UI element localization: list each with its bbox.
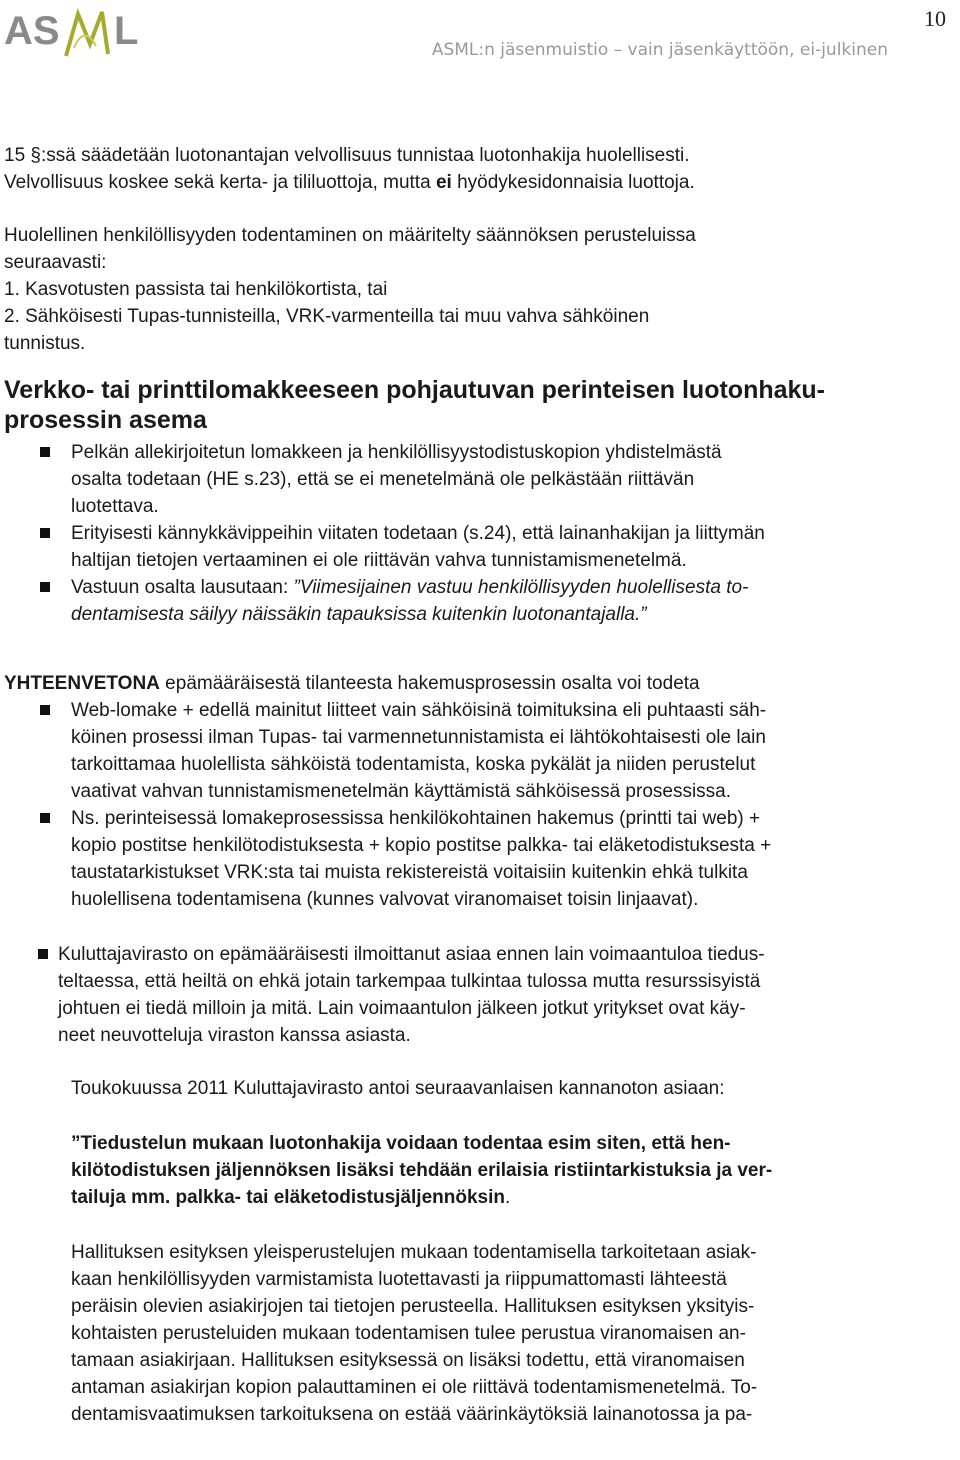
bullet-text: köinen prosessi ilman Tupas- tai varmennetunnistamista ei lähtökohtaisesti ole lain: [71, 727, 766, 748]
bullet-text: Pelkän allekirjoitetun lomakkeen ja henkilöllisyystodistuskopion yhdistelmästä: [71, 442, 722, 463]
bullet-text: Erityisesti kännykkävippeihin viitaten todetaan (s.24), että lainanhakijan ja liittymän: [71, 523, 765, 544]
quote-block: [4, 1130, 952, 1211]
svg-text:AS: AS: [4, 9, 60, 53]
body-line: seuraavasti:: [4, 252, 107, 273]
bold-word: YHTEENVETONA: [4, 673, 160, 694]
text-run: hyödykesidonnaisia luottoja.: [451, 172, 695, 193]
square-bullet-icon: [40, 447, 50, 457]
bullet-text: haltijan tietojen vertaaminen ei ole riittävän vahva tunnistamismenetelmä.: [71, 550, 687, 571]
bullet-text: osalta todetaan (HE s.23), että se ei menetelmänä ole pelkästään riittävän: [71, 469, 695, 490]
body-line: [4, 169, 952, 196]
square-bullet-icon: [40, 705, 50, 715]
text-run: Velvollisuus koskee sekä kerta- ja tililuottoja, mutta: [4, 172, 436, 193]
body-line: Huolellinen henkilöllisyyden todentaminen on määritelty säännöksen perusteluissa: [4, 225, 696, 246]
body-line: antaman asiakirjan kopion palauttaminen ei ole riittävä todentamismenetelmä. To-: [71, 1377, 758, 1398]
summary-lead: [4, 670, 952, 697]
bullet-list: [4, 439, 952, 628]
bullet-text: johtuen ei tiedä milloin ja mitä. Lain voimaantulon jälkeen jotkut yritykset ovat käy-: [58, 998, 746, 1019]
bullet-text: Ns. perinteisessä lomakeprosessissa henkilökohtainen hakemus (printti tai web) +: [71, 808, 761, 829]
bullet-item: [4, 697, 952, 805]
list-item-1: 1. Kasvotusten passista tai henkilökortista, tai: [4, 279, 388, 300]
quote-line: kilötodistuksen jäljennöksen lisäksi tehdään erilaisia ristiintarkistuksia ja ver-: [71, 1160, 773, 1181]
bold-word: ei: [435, 172, 452, 193]
asml-logo: [4, 4, 164, 60]
bullet-item: [4, 520, 952, 574]
page-number: 10: [924, 6, 946, 31]
document-body: [4, 142, 952, 1428]
bullet-text: tarkoittamaa huolellista sähköistä todentamista, koska pykälät ja niiden perustelut: [71, 754, 756, 775]
italic-quote: dentamisesta säilyy näissäkin tapauksissa kuitenkin luotonantajalla.”: [71, 604, 647, 625]
document-subtitle: ASML:n jäsenmuistio – vain jäsenkäyttöön, ei-julkinen: [431, 40, 888, 60]
body-line: 15 §:ssä säädetään luotonantajan velvollisuus tunnistaa luotonhakija huolellisesti.: [4, 145, 690, 166]
svg-text:L: L: [114, 9, 139, 53]
text-run: Vastuun osalta lausutaan:: [71, 577, 294, 598]
section-heading: Verkko- tai printtilomakkeeseen pohjautuvan perinteisen luotonhaku-: [4, 376, 826, 404]
bullet-list: [4, 697, 952, 913]
bold-text: tailuja mm. palkka- tai eläketodistusjäljennöksin: [71, 1187, 505, 1208]
text-run: .: [504, 1187, 511, 1208]
bullet-text: Web-lomake + edellä mainitut liitteet vain sähköisinä toimituksina eli puhtaasti säh-: [71, 700, 767, 721]
body-paragraph: Toukokuussa 2011 Kuluttajavirasto antoi seuraavanlaisen kannanoton asiaan:: [71, 1078, 725, 1099]
bullet-text: kopio postitse henkilötodistuksesta + kopio postitse palkka- tai eläketodistuksesta +: [71, 835, 772, 856]
bullet-text: vaativat vahvan tunnistamismenetelmän käyttämistä sähköisessä prosessissa.: [71, 781, 732, 802]
square-bullet-icon: [40, 813, 50, 823]
bullet-item: [4, 941, 952, 1049]
bullet-list: [4, 941, 952, 1049]
square-bullet-icon: [40, 582, 50, 592]
body-line: Hallituksen esityksen yleisperustelujen mukaan todentamisella tarkoitetaan asiak-: [71, 1242, 757, 1263]
bullet-item: [4, 574, 952, 628]
bullet-text: neet neuvotteluja viraston kanssa asiasta.: [58, 1025, 411, 1046]
body-line: tamaan asiakirjaan. Hallituksen esityksessä on lisäksi todettu, että viranomaisen: [71, 1350, 745, 1371]
square-bullet-icon: [38, 949, 48, 959]
list-item-2: 2. Sähköisesti Tupas-tunnisteilla, VRK-varmenteilla tai muu vahva sähköinen: [4, 306, 650, 327]
bullet-text: [71, 574, 952, 601]
body-line: peräisin olevien asiakirjojen tai tietojen perusteella. Hallituksen esityksen yksityis-: [71, 1296, 755, 1317]
body-line: dentamisvaatimuksen tarkoituksena on estää väärinkäytöksiä lainanotossa ja pa-: [71, 1404, 753, 1425]
bullet-text: taustatarkistukset VRK:sta tai muista rekistereistä voitaisiin kuitenkin ehkä tulkita: [71, 862, 748, 883]
body-line: tunnistus.: [4, 333, 86, 354]
body-line: kohtaisten perusteluiden mukaan todentamisen tulee perustua viranomaisen an-: [71, 1323, 746, 1344]
quote-line: ”Tiedustelun mukaan luotonhakija voidaan todentaa esim siten, että hen-: [71, 1133, 731, 1154]
bullet-item: [4, 805, 952, 913]
bullet-text: Kuluttajavirasto on epämääräisesti ilmoittanut asiaa ennen lain voimaantuloa tiedus-: [58, 944, 765, 965]
text-run: epämääräisestä tilanteesta hakemusprosessin osalta voi todeta: [159, 673, 700, 694]
bullet-text: huolellisena todentamisena (kunnes valvovat viranomaiset toisin linjaavat).: [71, 889, 699, 910]
bullet-text: teltaessa, että heiltä on ehkä jotain tarkempaa tulkintaa tulossa mutta resurssisyistä: [58, 971, 761, 992]
italic-quote: ”Viimesijainen vastuu henkilöllisyyden huolellisesta to-: [293, 577, 749, 598]
quote-line: [71, 1184, 952, 1211]
body-line: kaan henkilöllisyyden varmistamista luotettavasti ja riippumattomasti lähteestä: [71, 1269, 727, 1290]
section-heading-cont: prosessin asema: [4, 406, 207, 434]
bullet-item: [4, 439, 952, 520]
bullet-text: luotettava.: [71, 496, 159, 517]
body-paragraph: [4, 1239, 952, 1428]
square-bullet-icon: [40, 528, 50, 538]
